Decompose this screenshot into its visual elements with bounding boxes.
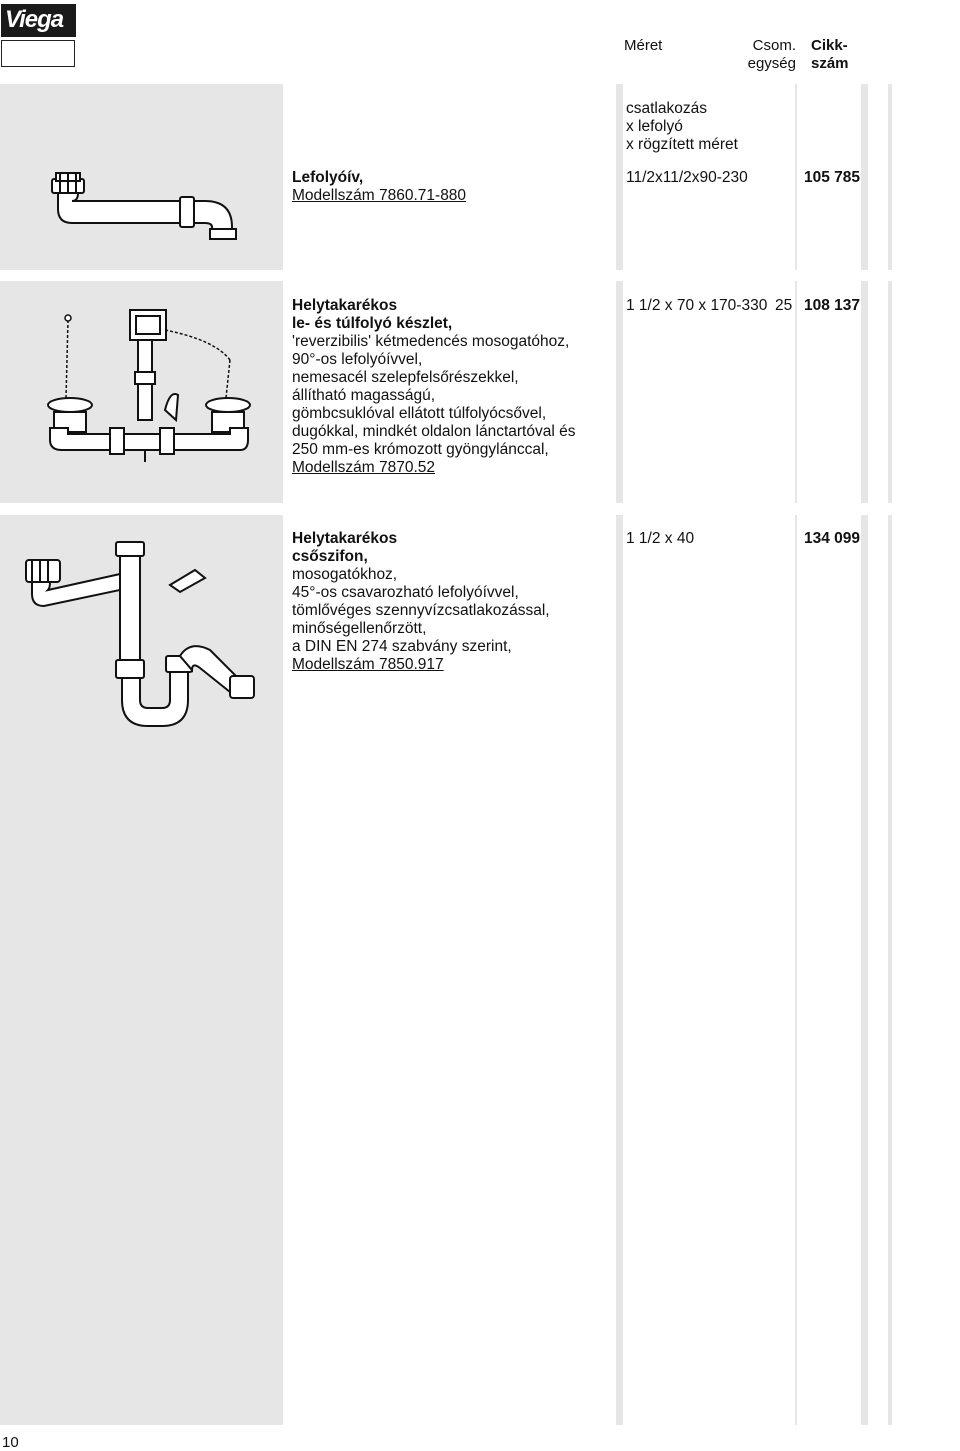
header-pack-line1: Csom.	[752, 37, 796, 54]
product-2-description	[292, 297, 575, 477]
pipe-siphon-illustration	[20, 530, 270, 735]
extra-column-1	[868, 84, 888, 1425]
product-2-model[interactable]: Modellszám 7870.52	[292, 459, 436, 476]
header-article	[811, 37, 849, 73]
product-2-body-line2: 90°-os lefolyóívvel,	[292, 351, 423, 368]
col-sep-d	[888, 84, 892, 1425]
header-article-line2: szám	[811, 55, 849, 72]
product-3-description	[292, 530, 550, 674]
product-2-article: 108 137	[804, 297, 861, 314]
logo-frame	[1, 40, 75, 67]
product-3-title-line1: Helytakarékos	[292, 530, 398, 547]
product-3-body-line3: tömlővéges szennyvízcsatlakozással,	[292, 602, 550, 619]
double-waste-set-illustration	[40, 300, 260, 470]
product-1-title: Lefolyóív,	[292, 169, 364, 186]
product-3-article: 134 099	[804, 530, 861, 547]
product-2-title-line2: le- és túlfolyó készlet,	[292, 315, 453, 332]
product-2-body-line4: állítható magasságú,	[292, 387, 436, 404]
logo-text: Viega	[5, 6, 64, 33]
product-2-body-line3: nemesacél szelepfelsőrészekkel,	[292, 369, 519, 386]
product-2-size: 1 1/2 x 70 x 170-330	[626, 297, 768, 314]
product-1-article: 105 785	[804, 169, 861, 186]
connection-note	[626, 100, 738, 154]
col-sep-b	[795, 84, 797, 1425]
connection-note-line2: x lefolyó	[626, 118, 683, 135]
header-article-line1: Cikk-	[811, 37, 848, 54]
header-pack	[742, 37, 796, 73]
header-size: Méret	[624, 37, 663, 54]
product-3-body-line4: minőségellenőrzött,	[292, 620, 427, 637]
product-1-model[interactable]: Modellszám 7860.71-880	[292, 187, 467, 204]
product-2-body-line7: 250 mm-es krómozott gyöngylánccal,	[292, 441, 549, 458]
connection-note-line3: x rögzített méret	[626, 136, 738, 153]
extra-column-2	[892, 84, 960, 1425]
row-gap-1b	[0, 270, 960, 281]
viega-logo	[1, 4, 76, 37]
drain-elbow-illustration	[40, 165, 245, 245]
col-sep-c	[861, 84, 868, 1425]
connection-note-line1: csatlakozás	[626, 100, 707, 117]
col-sep-a	[616, 84, 623, 1425]
row-gap-2b	[0, 503, 960, 515]
product-3-title-line2: csőszifon,	[292, 548, 368, 565]
product-1-size: 11/2x11/2x90-230	[626, 169, 748, 186]
product-2-body-line6: dugókkal, mindkét oldalon lánctartóval és	[292, 423, 576, 440]
product-2-body-line5: gömbcsuklóval ellátott túlfolyócsővel,	[292, 405, 547, 422]
desc-column	[283, 84, 616, 1425]
product-3-body-line2: 45°-os csavarozható lefolyóívvel,	[292, 584, 519, 601]
product-2-title-line1: Helytakarékos	[292, 297, 398, 314]
size-column	[623, 84, 795, 1425]
product-2-body-line1: 'reverzibilis' kétmedencés mosogatóhoz,	[292, 333, 570, 350]
product-3-body-line5: a DIN EN 274 szabvány szerint,	[292, 638, 512, 655]
product-3-body-line1: mosogatókhoz,	[292, 566, 398, 583]
product-3-size: 1 1/2 x 40	[626, 530, 695, 547]
product-1-description	[292, 169, 466, 205]
product-3-model[interactable]: Modellszám 7850.917	[292, 656, 444, 673]
article-column	[797, 84, 861, 1425]
page-number: 10	[2, 1434, 19, 1451]
product-2-pack: 25	[775, 297, 793, 314]
header-pack-line2: egység	[747, 55, 796, 72]
